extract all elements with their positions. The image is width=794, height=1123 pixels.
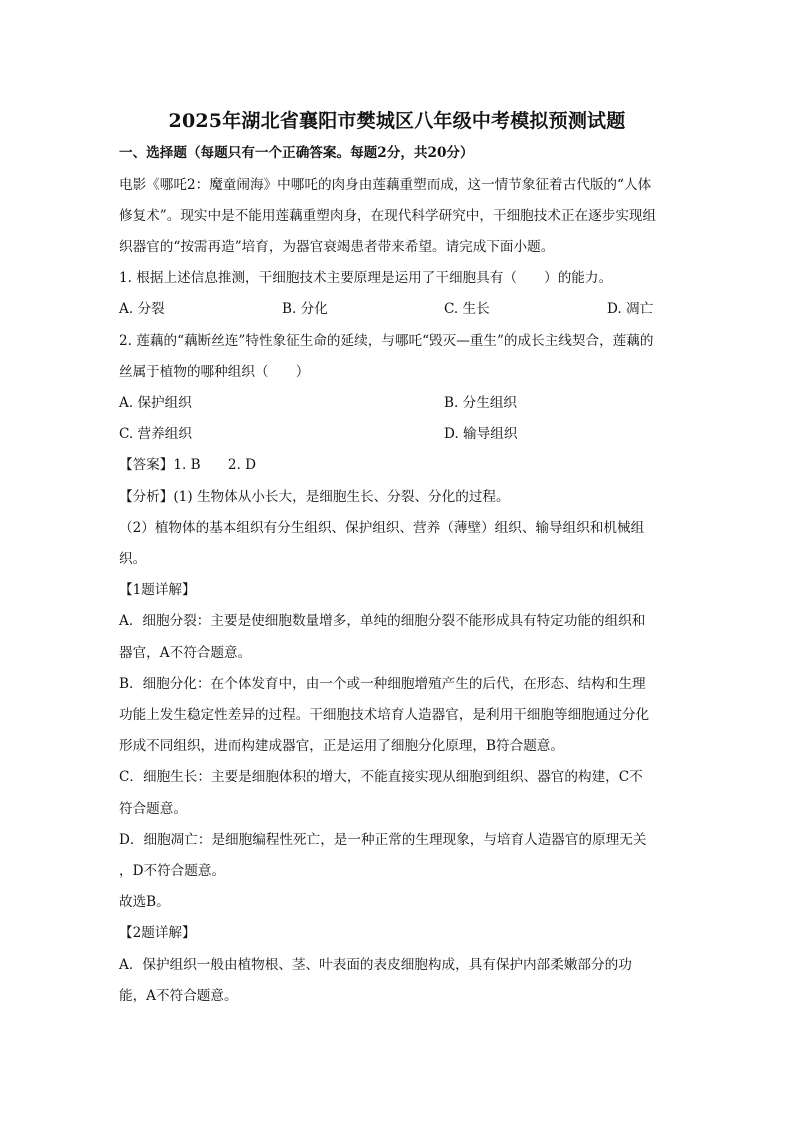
q2-option-a: A. 保护组织 (119, 395, 192, 411)
question-2-stem: 丝属于植物的哪种组织（ ） (119, 364, 310, 380)
detail-1-line: 故选B。 (119, 894, 170, 910)
detail-1-line: C．细胞生长：主要是细胞体积的增大，不能直接实现从细胞到组织、器官的构建，C不 (119, 769, 643, 785)
intro-line: 修复术”。现实中是不能用莲藕重塑肉身，在现代科学研究中，干细胞技术正在逐步实现组 (119, 208, 657, 224)
detail-1-line: D．细胞凋亡：是细胞编程性死亡，是一种正常的生理现象，与培育人造器官的原理无关 (119, 832, 647, 848)
detail-1-line: B．细胞分化：在个体发育中，由一个或一种细胞增殖产生的后代，在形态、结构和生理 (119, 676, 646, 692)
intro-line: 电影《哪吒2：魔童闹海》中哪吒的肉身由莲藕重塑而成，这一情节象征着古代版的“人体 (119, 177, 652, 193)
detail-1-line: 符合题意。 (119, 801, 187, 817)
q1-option-d: D. 凋亡 (607, 301, 654, 317)
detail-1-line: 形成不同组织，进而构建成器官，正是运用了细胞分化原理，B符合题意。 (119, 738, 564, 754)
question-1-stem: 1. 根据上述信息推测，干细胞技术主要原理是运用了干细胞具有（ ）的能力。 (119, 270, 613, 286)
detail-2-line: A．保护组织一般由植物根、茎、叶表面的表皮细胞构成，具有保护内部柔嫩部分的功 (119, 957, 632, 973)
analysis-line: 织。 (119, 551, 147, 567)
detail-1-line: A．细胞分裂：主要是使细胞数量增多，单纯的细胞分裂不能形成具有特定功能的组织和 (119, 613, 646, 629)
detail-1-line: ，D不符合题意。 (119, 863, 226, 879)
q1-option-a: A. 分裂 (119, 301, 165, 317)
q2-option-d: D. 输导组织 (444, 426, 518, 442)
detail-2-heading: 【2题详解】 (119, 925, 196, 941)
page-title: 2025年湖北省襄阳市樊城区八年级中考模拟预测试题 (168, 110, 626, 132)
section-heading: 一、选择题（每题只有一个正确答案。每题2分，共20分） (119, 145, 474, 161)
question-2-stem: 2. 莲藕的“藕断丝连”特性象征生命的延续，与哪吒“毁灭—重生”的成长主线契合，莲藕的 (119, 333, 654, 349)
q1-option-c: C. 生长 (444, 301, 490, 317)
detail-1-line: 器官，A不符合题意。 (119, 645, 252, 661)
detail-2-line: 能，A不符合题意。 (119, 988, 238, 1004)
q2-option-b: B. 分生组织 (444, 395, 518, 411)
q2-option-c: C. 营养组织 (119, 426, 192, 442)
analysis-line: 【分析】(1) 生物体从小长大，是细胞生长、分裂、分化的过程。 (119, 489, 510, 505)
q1-option-b: B. 分化 (282, 301, 328, 317)
detail-1-line: 功能上发生稳定性差异的过程。干细胞技术培育人造器官，是利用干细胞等细胞通过分化 (119, 707, 650, 723)
answer-line: 【答案】1. B 2. D (119, 457, 257, 473)
detail-1-heading: 【1题详解】 (119, 582, 196, 598)
analysis-line: （2）植物体的基本组织有分生组织、保护组织、营养（薄壁）组织、输导组织和机械组 (119, 520, 645, 536)
intro-line: 织器官的“按需再造”培育，为器官衰竭患者带来希望。请完成下面小题。 (119, 239, 555, 255)
